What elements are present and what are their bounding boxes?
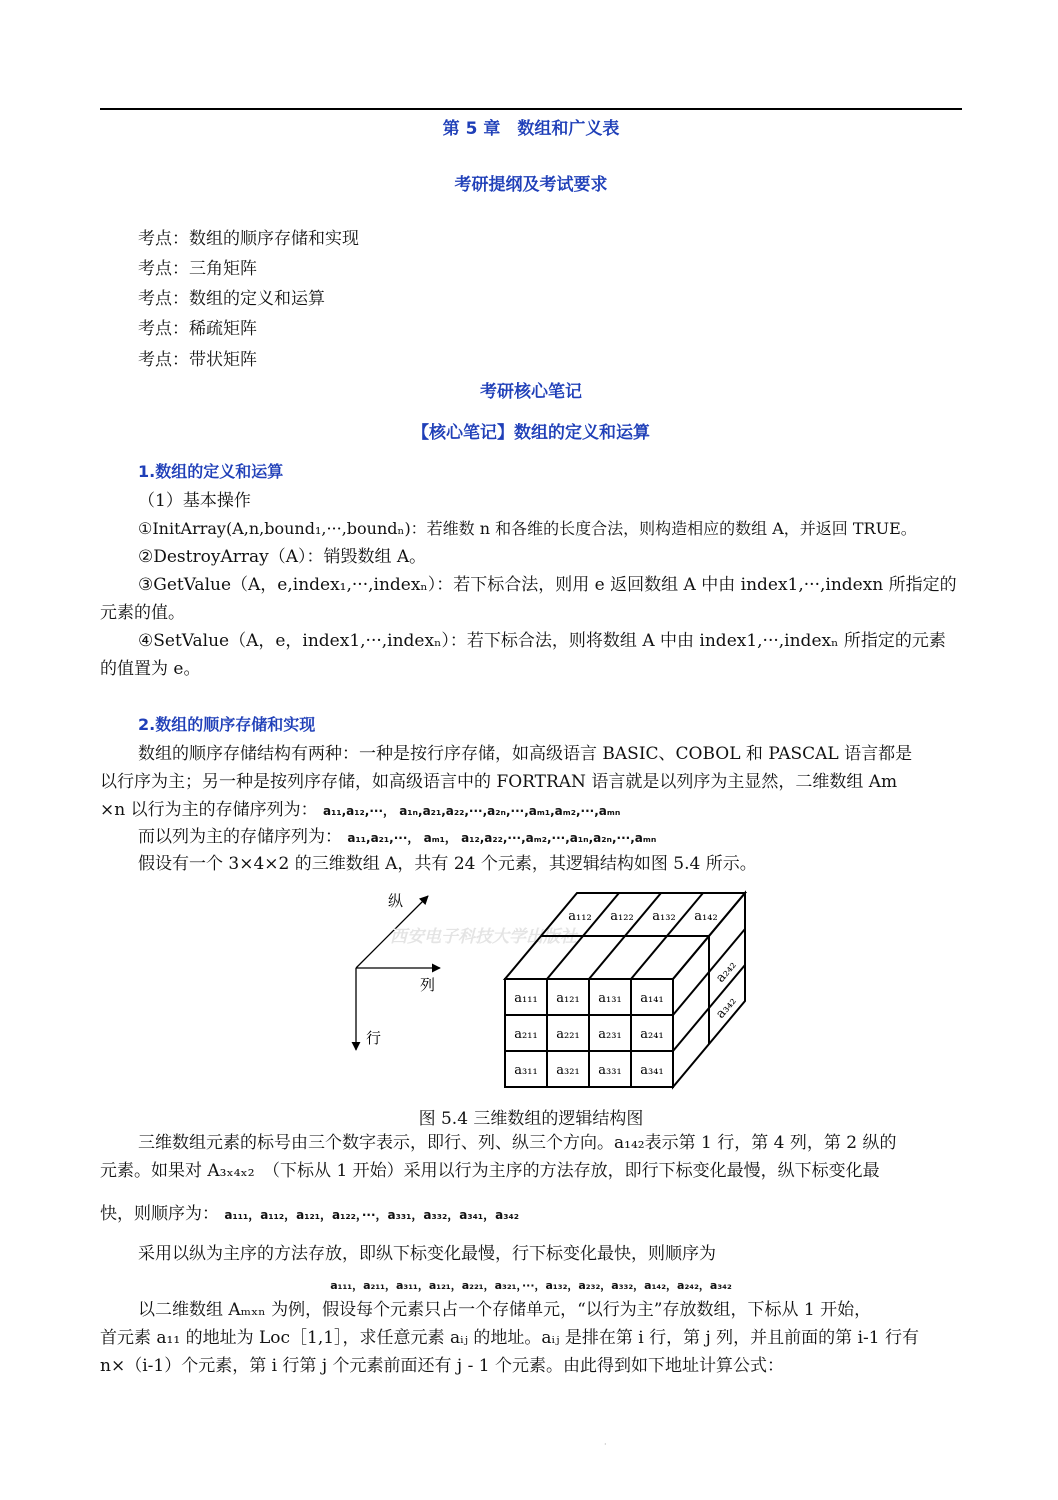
kaodian-item: 考点：数组的定义和运算 xyxy=(138,289,325,309)
cell-label: a₂₂₁ xyxy=(556,1027,580,1042)
paragraph-line: 首元素 a₁₁ 的地址为 Loc［1,1］，求任意元素 aᵢⱼ 的地址。aᵢⱼ 是排在第 i 行，第 j 列，并且前面的第 i-1 行有 xyxy=(100,1328,919,1348)
cell-label: a₁₁₂ xyxy=(568,909,592,924)
paragraph-line: 数组的顺序存储结构有两种：一种是按行序存储，如高级语言 BASIC、COBOL 和 PASCAL 语言都是 xyxy=(138,744,913,764)
row-major-sequence: a₁₁,a₁₂,···， a₁ₙ,a₂₁,a₂₂,···,a₂ₙ,···,aₘ₁,aₘ₂,···,aₘₙ xyxy=(323,804,621,818)
paragraph-line: 元素。如果对 A₃ₓ₄ₓ₂ （下标从 1 开始）采用以行为主序的方法存放，即行下标变化最慢，纵下标变化最 xyxy=(100,1161,880,1181)
operation-4: ④SetValue（A，e，index1,···,indexₙ）：若下标合法，则将数组 A 中由 index1,···,indexₙ 所指定的元素 xyxy=(138,631,946,651)
figure-caption: 图 5.4 三维数组的逻辑结构图 xyxy=(418,1109,644,1129)
cell-label: a₁₄₂ xyxy=(694,909,718,924)
cell-label: a₂₄₂ xyxy=(713,957,740,986)
paragraph-text: ×n 以行为主的存储序列为： xyxy=(100,800,318,820)
column-major-sequence: a₁₁,a₂₁,···， aₘ₁， a₁₂,a₂₂,···,aₘ₂,···,a₁ₙ,a₂ₙ,···,aₘₙ xyxy=(347,831,657,845)
axis-label-z: 纵 xyxy=(388,892,404,910)
kaodian-item: 考点：稀疏矩阵 xyxy=(138,319,257,339)
kaodian-item: 考点：三角矩阵 xyxy=(138,259,257,279)
cell-label: a₁₃₁ xyxy=(598,991,622,1006)
kaodian-item: 考点：带状矩阵 xyxy=(138,350,257,370)
axis-label-column: 列 xyxy=(420,976,436,994)
paragraph-text: 快，则顺序为： xyxy=(100,1204,219,1224)
outline-title: 考研提纲及考试要求 xyxy=(454,175,608,195)
cell-label: a₂₄₁ xyxy=(640,1027,664,1042)
paragraph-line: 采用以纵为主序的方法存放，即纵下标变化最慢，行下标变化最快，则顺序为 xyxy=(138,1244,716,1264)
axis-label-row: 行 xyxy=(366,1029,382,1047)
cell-label: a₂₃₁ xyxy=(598,1027,622,1042)
header-rule xyxy=(100,108,962,110)
cell-label: a₃₂₁ xyxy=(556,1063,580,1078)
cell-label: a₁₂₂ xyxy=(610,909,634,924)
operation-3: ③GetValue（A，e,index₁,···,indexₙ）：若下标合法，则用 e 返回数组 A 中由 index1,···,indexn 所指定的 xyxy=(138,575,957,595)
sequence-text: a₁₁₁，a₂₁₁，a₃₁₁，a₁₂₁，a₂₂₁，a₃₂₁，···，a₁₃₂，a₂₃₂，a₃₃₂，a₁₄₂，a₂₄₂，a₃₄₂ xyxy=(330,1279,732,1292)
operation-3-cont: 元素的值。 xyxy=(100,603,185,623)
paragraph-text: 而以列为主的存储序列为： xyxy=(138,827,342,847)
section-heading: 1.数组的定义和运算 xyxy=(138,462,284,481)
paragraph-line: 以二维数组 Aₘₓₙ 为例，假设每个元素只占一个存储单元，“以行为主”存放数组，下标从 1 开始， xyxy=(138,1300,872,1320)
z-major-order-sequence xyxy=(100,1274,962,1293)
cell-label: a₃₄₁ xyxy=(640,1063,664,1078)
section-heading: 2.数组的顺序存储和实现 xyxy=(138,715,316,734)
footer-dot: · xyxy=(604,1440,607,1449)
operation-1: ①InitArray(A,n,bound₁,···,boundₙ)：若维数 n 和各维的长度合法，则构造相应的数组 A，并返回 TRUE。 xyxy=(138,519,917,538)
paragraph-line: n×（i-1）个元素，第 i 行第 j 个元素前面还有 j - 1 个元素。由此得到如下地址计算公式： xyxy=(100,1356,784,1376)
row-major-order-sequence: a₁₁₁，a₁₁₂，a₁₂₁，a₁₂₂，···，a₃₃₁，a₃₃₂，a₃₄₁，a₃₄₂ xyxy=(224,1208,520,1222)
cell-label: a₃₁₁ xyxy=(514,1063,538,1078)
note-header: 【核心笔记】数组的定义和运算 xyxy=(412,423,650,443)
cell-label: a₁₃₂ xyxy=(652,909,676,924)
paragraph-line: 假设有一个 3×4×2 的三维数组 A，共有 24 个元素，其逻辑结构如图 5.4 所示。 xyxy=(138,854,757,874)
cell-label: a₁₁₁ xyxy=(514,991,538,1006)
paragraph-line xyxy=(138,826,656,849)
notes-title: 考研核心笔记 xyxy=(480,382,582,402)
cell-label: a₁₄₁ xyxy=(640,991,664,1006)
cell-label: a₁₂₁ xyxy=(556,991,580,1006)
chapter-title: 第 5 章 数组和广义表 xyxy=(442,119,620,139)
watermark: 西安电子科技大学出版社 xyxy=(390,927,577,947)
cell-label: a₂₁₁ xyxy=(514,1027,538,1042)
subheading: （1）基本操作 xyxy=(138,491,251,511)
cell-label: a₃₄₂ xyxy=(713,993,740,1022)
operation-4-cont: 的值置为 e。 xyxy=(100,659,201,679)
paragraph-line: 三维数组元素的标号由三个数字表示，即行、列、纵三个方向。a₁₄₂表示第 1 行，第 4 列，第 2 纵的 xyxy=(138,1133,897,1153)
cell-label: a₃₃₁ xyxy=(598,1063,622,1078)
paragraph-line xyxy=(100,799,620,822)
paragraph-line: 以行序为主；另一种是按列序存储，如高级语言中的 FORTRAN 语言就是以列序为主显然，二维数组 Am xyxy=(100,772,898,792)
kaodian-item: 考点：数组的顺序存储和实现 xyxy=(138,229,359,249)
figure-3d-array xyxy=(340,880,760,1095)
operation-2: ②DestroyArray（A）：销毁数组 A。 xyxy=(138,547,427,567)
paragraph-line xyxy=(100,1203,519,1226)
